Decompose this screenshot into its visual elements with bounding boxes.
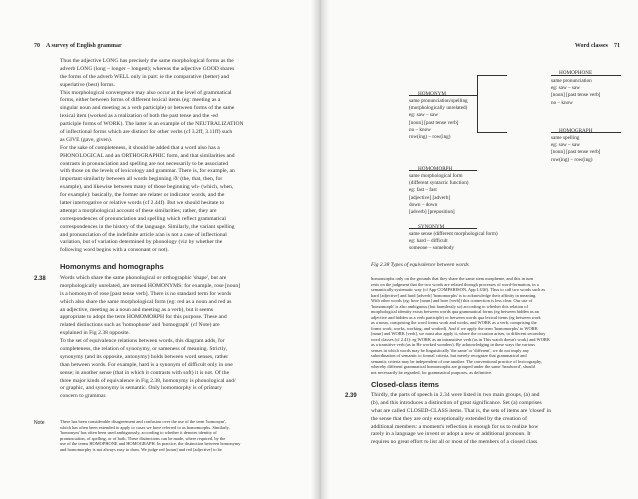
right-continuation-note <box>371 276 623 375</box>
text-line: attempt a morphological account of these similarities; rather, they are <box>60 207 217 214</box>
note-line: With other words (eg: bore [noun] and bore [verb]) this connection is less clear. Our use of <box>371 298 533 303</box>
homophone-description <box>551 78 600 107</box>
diagram-line: [noun] [past tense verb] <box>551 92 601 99</box>
text-line: concern to grammar. <box>60 393 107 400</box>
text-line: This morphological convergence may also occur at the level of grammatical <box>60 89 232 96</box>
text-line: related distinctions such as 'homophone' and 'homograph' (cf Note) are <box>60 322 220 329</box>
synonym-label: SYNONYM <box>418 224 445 230</box>
text-line: variation, but of variation determined by phonology (viz by whether the <box>60 239 223 246</box>
note-line: semantically systematic way (cf App COMPARISON, App I.43ff). Thus to call two words such as <box>371 287 546 292</box>
note-line: [noun] and WORK [verb], we must also apply it, where the occasion arises, to different secondary <box>371 331 546 336</box>
diagram-line: same sense (different morphological form) <box>409 231 498 237</box>
homophone-connector <box>477 75 507 76</box>
right-section-heading: Closed-class items <box>371 380 439 389</box>
text-line: Thus the adjective LONG has precisely the same morphological forms as the <box>60 58 234 64</box>
diagram-line: [adjective] [adverb] <box>409 194 451 201</box>
text-line: rarely in a language we invent or adopt a new or additional pronoun. It <box>371 431 531 438</box>
note-line: use of the terms HOMOPHONE and HOMOGRAPH. In practice, the distinction between homonymy <box>60 441 241 446</box>
diagram-line: eg: saw – saw <box>551 142 580 149</box>
text-line: appropriate to adopt the term HOMOMORPH for this purpose. These and <box>60 314 227 321</box>
diagram-line: row(ing) – row(ing) <box>409 133 451 140</box>
text-line: and pronunciation of the indefinite article a/an is not a case of inflectional <box>60 231 227 238</box>
text-line: following word begins with a consonant or not). <box>60 247 169 254</box>
homonym-label: HOMONYM <box>418 91 446 97</box>
note-line: as a transitive verb (as in He worked wonders). By acknowledging in these ways the various <box>371 342 535 347</box>
diagram-line: down – down <box>409 201 438 208</box>
text-line: example), and likewise between many of those beginning wh- (which, when, <box>60 184 234 191</box>
text-line: participle forms of WORK). The latter is an example of the NEUTRALIZATION <box>60 121 244 128</box>
diagram-line: same morphological form <box>409 173 463 179</box>
note-line: hard [adjective] and hard [adverb] 'homomorphs' is to acknowledge their affinity in meaning. <box>371 292 537 298</box>
right-section-paragraph <box>371 392 623 447</box>
homograph-description <box>551 135 600 164</box>
figure-caption: Fig 2.38 Types of equivalence between words <box>371 262 469 268</box>
text-line: forms, either between forms of different lexical items (eg: meeting as a <box>60 97 221 104</box>
right-page-number: 71 <box>614 43 620 49</box>
homograph-label: HOMOGRAPH <box>559 128 593 134</box>
right-page <box>319 0 638 499</box>
diagram-line: row(ing) – row(ing) <box>551 156 593 163</box>
note-line: There has been considerable disagreement and confusion over the use of the term 'homonym', <box>60 419 227 424</box>
text-line: sense; in another sense (that in which it contrasts with soft) it is not. Of the <box>60 369 230 376</box>
note-line: homomorphs only on the grounds that they share the same stem morpheme, and this in turn <box>371 276 534 281</box>
text-line: correspondences in the history of the language. Similarly, the variant spelling <box>60 223 235 230</box>
diagram-line: someone – somebody <box>409 245 454 252</box>
text-line: which also share the same morphological form (eg: red as a noun and red as <box>60 298 232 305</box>
text-line: morphologically unrelated, are termed HOMONYMS: for example, rose [noun] <box>60 282 241 289</box>
left-page-number: 70 <box>34 43 40 49</box>
note-line: 'homomorph' is also ambiguous (but harmlessly so) according to whether this relation of <box>371 303 528 309</box>
text-line: singular noun and meeting as a verb participle) or between forms of the same <box>60 105 235 112</box>
note-line: forms work, works, working, and worked). And if we apply the term 'homomorphs' to WORK <box>371 325 538 331</box>
text-line: additional members: a moment's reflection is enough for us to realize how <box>371 423 539 430</box>
text-line: with those on the levels of lexicology and grammar. There is, for example, an <box>60 168 235 175</box>
text-line: for example): basically, the former are relater or indicator words, and the <box>60 192 225 199</box>
text-line: of inflectional forms which are distinct for other verbs (cf 3.2ff, 3.11ff) such <box>60 129 233 136</box>
text-line: superlative (best) forms. <box>60 81 116 88</box>
text-line: contrasts in pronunciation and spelling are not necessarily to be associated <box>60 160 229 167</box>
text-line: or graphic, and synonymy is semantic. Only homomorphy is of primary <box>60 385 222 392</box>
text-line: To the set of equivalence relations between words, this diagram adds, for <box>60 338 225 345</box>
diagram-line: [noun] [past tense verb] <box>551 149 601 156</box>
note-line: word classes (cf 2.41): eg WORK as an intransitive verb (as in This watch doesn't work) and WORK <box>371 336 551 342</box>
homophone-label: HOMOPHONE <box>559 70 593 76</box>
left-section-paragraph <box>60 275 304 401</box>
right-running-title: Word classes <box>574 43 608 49</box>
left-section-heading: Homonyms and homographs <box>60 262 164 271</box>
note-line: rests on the judgment that the two words are related through processes of word-formation, in a <box>371 281 539 287</box>
synonym-description <box>409 231 498 253</box>
text-line: three major kinds of equivalence in Fig 2.38, homonymy is phonological and/ <box>60 377 236 384</box>
note-line: not necessarily be regarded, for grammatical purposes, as definitive. <box>371 369 493 375</box>
homograph-connector <box>477 132 507 133</box>
diagram-line: no – know <box>551 99 573 106</box>
text-line: requires no great effort to list all or most of the members of a closed class <box>371 439 538 446</box>
note-line: whereby different grammatical homomorphs are grouped under the same 'headword', should <box>371 364 535 369</box>
diagram-line: (different syntactic function) <box>409 180 469 187</box>
left-running-title: A survey of English grammar <box>46 43 122 49</box>
text-line: adverb LONG (long – longer – longest); whereas the adjective GOOD shares <box>60 65 235 72</box>
text-line: PHONOLOGICAL and an ORTHOGRAPHIC form, and that similarities and <box>60 152 235 159</box>
text-line: correspondences of pronunciation and spelling which reflect grammatical <box>60 215 226 222</box>
left-section-number: 2.38 <box>34 276 46 282</box>
diagram-line: eg: hard – difficult <box>409 238 448 245</box>
diagram-line: (morphologically unrelated) <box>409 105 468 112</box>
diagram-line: same pronunciation/spelling <box>409 98 468 104</box>
text-line: as GIVE (gave, given). <box>60 136 113 143</box>
diagram-line: same pronunciation <box>551 78 592 84</box>
note-line: 'homonym' has often been used ambiguously, according to whether it denotes identity of <box>60 430 217 435</box>
note-line: which has often been extended to apply to cases we have referred to as homomorphs. Similarly, <box>60 424 230 430</box>
text-line: the forms of the adverb WELL only in part: ie the comparative (better) and <box>60 73 230 80</box>
right-section-number: 2.39 <box>345 393 357 399</box>
note-line: senses in which words may be linguistically 'the same' or 'different', we do not imply any <box>371 347 530 353</box>
text-line: explained in Fig 2.38 opposite. <box>60 330 130 337</box>
diagram-line: eg: saw – saw <box>551 85 580 92</box>
text-line: the sense that they are only exceptionally extended by the creation of <box>371 415 527 422</box>
text-line: completeness, the relation of synonymy, or sameness of meaning. Strictly, <box>60 346 228 353</box>
homonym-bracket <box>477 75 478 132</box>
note-line: subordination of semantic to formal criteria, but merely recognize that grammatical and <box>371 353 527 358</box>
left-intro-paragraph <box>60 58 304 255</box>
text-line: is a homonym of rose [past tense verb]. There is no standard term for words <box>60 290 232 297</box>
left-note-label: Note <box>34 420 45 426</box>
text-line: Words which share the same phonological or orthographic 'shape', but are <box>60 275 227 281</box>
text-line: than between words. For example, hard is a synonym of difficult only in one <box>60 361 233 368</box>
text-line: (b), and this introduces a distinction of great significance. Set (a) comprises <box>371 399 542 406</box>
text-line: what are called CLOSED-CLASS items. That is, the sets of items are 'closed' in <box>371 407 552 414</box>
text-line: an adjective, meeting as a noun and meeting as a verb), but it seems <box>60 306 214 313</box>
note-line: pronunciation, of spelling, or of both. These distinctions can be made, where required, by the <box>60 435 226 441</box>
note-line: semantic criteria may be independent of one another. The conventional practice of lexicography, <box>371 358 542 364</box>
homonym-description <box>409 98 468 141</box>
left-note-text <box>60 419 304 452</box>
note-line: as a noun, comprising the word forms work and works, and WORK as a verb, comprising the <box>371 320 537 325</box>
diagram-line: eg: saw – saw <box>409 112 438 119</box>
note-line: adjective and hidden as a verb participle) or between words qua lexical items (eg between work <box>371 314 541 320</box>
text-line: Thirdly, the parts of speech in 2.34 were listed in two main groups, (a) and <box>371 392 540 398</box>
text-line: important similarity between all words beginning /ð/ (the, that, then, for <box>60 176 223 183</box>
homomorph-label: HOMOMORPH <box>418 166 453 172</box>
note-line: and homomorphy is not always easy to draw. We judge red [noun] and red [adjective] to be <box>60 446 222 452</box>
diagram-line: [adverb] [preposition] <box>409 208 455 215</box>
text-line: synonymy (and its opposite, antonymy) holds between word senses, rather <box>60 353 229 360</box>
diagram-line: [noun] [past tense verb] <box>409 119 459 126</box>
text-line: latter interrogative or relative words (cf 2.44f). But we should hesitate to <box>60 200 225 207</box>
diagram-line: eg: fast – fast <box>409 187 437 194</box>
homomorph-description <box>409 173 469 216</box>
text-line: lexical item (worked as a realization of both the past tense and the -ed <box>60 113 218 120</box>
diagram-line: no – know <box>409 126 431 133</box>
book-gutter <box>311 0 329 499</box>
diagram-line: same spelling <box>551 135 580 141</box>
note-line: morphological identity exists between words qua grammatical forms (eg between hidden as an <box>371 309 539 314</box>
text-line: For the sake of completeness, it should be added that a word also has a <box>60 144 220 151</box>
right-running-head <box>575 43 620 49</box>
left-running-head <box>34 43 122 49</box>
